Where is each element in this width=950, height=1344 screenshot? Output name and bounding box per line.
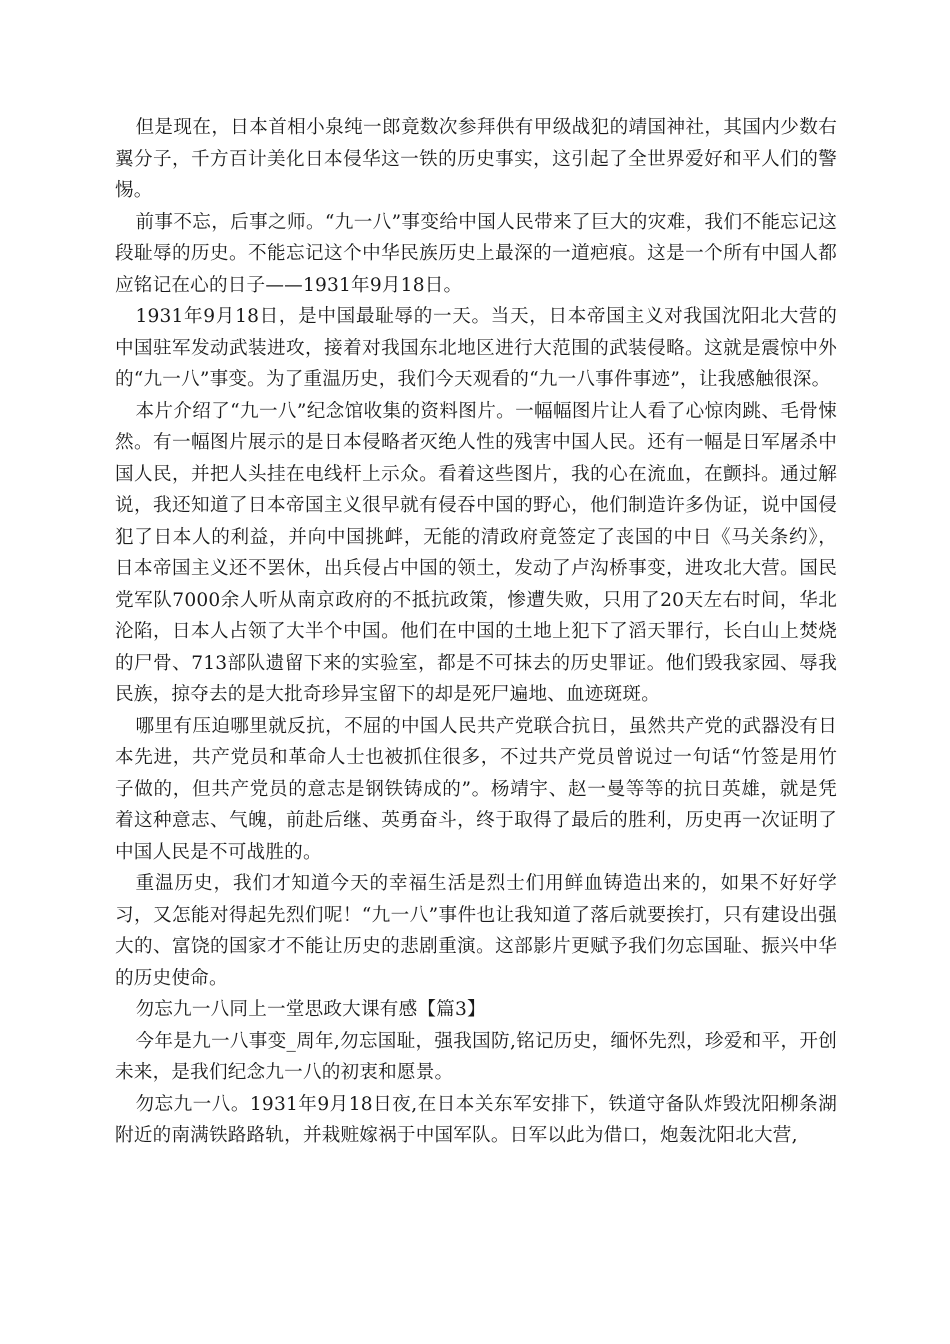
paragraph-1: 但是现在，日本首相小泉纯一郎竟数次参拜供有甲级战犯的靖国神社，其国内少数右翼分子，千方百计美化日本侵华这一铁的历史事实，这引起了全世界爱好和平人们的警惕。 [115,117,837,201]
paragraph-5: 哪里有压迫哪里就反抗，不屈的中国人民共产党联合抗日，虽然共产党的武器没有日本先进，共产党员和革命人士也被抓住很多，不过共产党员曾说过一句话“竹签是用竹子做的，但共产党员的意志是钢铁铸成的”。杨靖宇、赵一曼等等的抗日英雄，就是凭着这种意志、气魄，前赴后继、英勇奋斗，终于取得了最后的胜利，历史再一次证明了中国人民是不可战胜的。 [115,715,837,863]
paragraph-3: 1931年9月18日，是中国最耻辱的一天。当天，日本帝国主义对我国沈阳北大营的中国驻军发动武装进攻，接着对我国东北地区进行大范围的武装侵略。这就是震惊中外的“九一八”事变。为了重温历史，我们今天观看的“九一八事件事迹”，让我感触很深。 [115,306,837,390]
section-heading: 勿忘九一八同上一堂思政大课有感【篇3】 [135,999,486,1020]
paragraph-8: 勿忘九一八。1931年9月18日夜,在日本关东军安排下，铁道守备队炸毁沈阳柳条湖附近的南满铁路路轨，并栽赃嫁祸于中国军队。日军以此为借口，炮轰沈阳北大营, [115,1093,837,1146]
paragraph-6: 重温历史，我们才知道今天的幸福生活是烈士们用鲜血铸造出来的，如果不好好学习，又怎能对得起先烈们呢！“九一八”事件也让我知道了落后就要挨打，只有建设出强大的、富饶的国家才不能让历史的悲剧重演。这部影片更赋予我们勿忘国耻、振兴中华的历史使命。 [115,873,837,989]
paragraph-7: 今年是九一八事变_周年,勿忘国耻，强我国防,铭记历史，缅怀先烈，珍爱和平，开创未来，是我们纪念九一八的初衷和愿景。 [115,1030,837,1083]
document-body [115,112,837,1152]
paragraph-4: 本片介绍了“九一八”纪念馆收集的资料图片。一幅幅图片让人看了心惊肉跳、毛骨悚然。有一幅图片展示的是日本侵略者灭绝人性的残害中国人民。还有一幅是日军屠杀中国人民，并把人头挂在电线杆上示众。看着这些图片，我的心在流血，在颤抖。通过解说，我还知道了日本帝国主义很早就有侵吞中国的野心，他们制造许多伪证，说中国侵犯了日本人的利益，并向中国挑衅，无能的清政府竟签定了丧国的中日《马关条约》，日本帝国主义还不罢休，出兵侵占中国的领土，发动了卢沟桥事变，进攻北大营。国民党军队7000余人听从南京政府的不抵抗政策，惨遭失败，只用了20天左右时间，华北沦陷，日本人占领了大半个中国。他们在中国的土地上犯下了滔天罪行，长白山上焚烧的尸骨、713部队遗留下来的实验室，都是不可抹去的历史罪证。他们毁我家园、辱我民族，掠夺去的是大批奇珍异宝留下的却是死尸遍地、血迹斑斑。 [115,400,837,705]
paragraph-2: 前事不忘，后事之师。“九一八”事变给中国人民带来了巨大的灾难，我们不能忘记这段耻辱的历史。不能忘记这个中华民族历史上最深的一道疤痕。这是一个所有中国人都应铭记在心的日子——1931年9月18日。 [115,211,837,296]
